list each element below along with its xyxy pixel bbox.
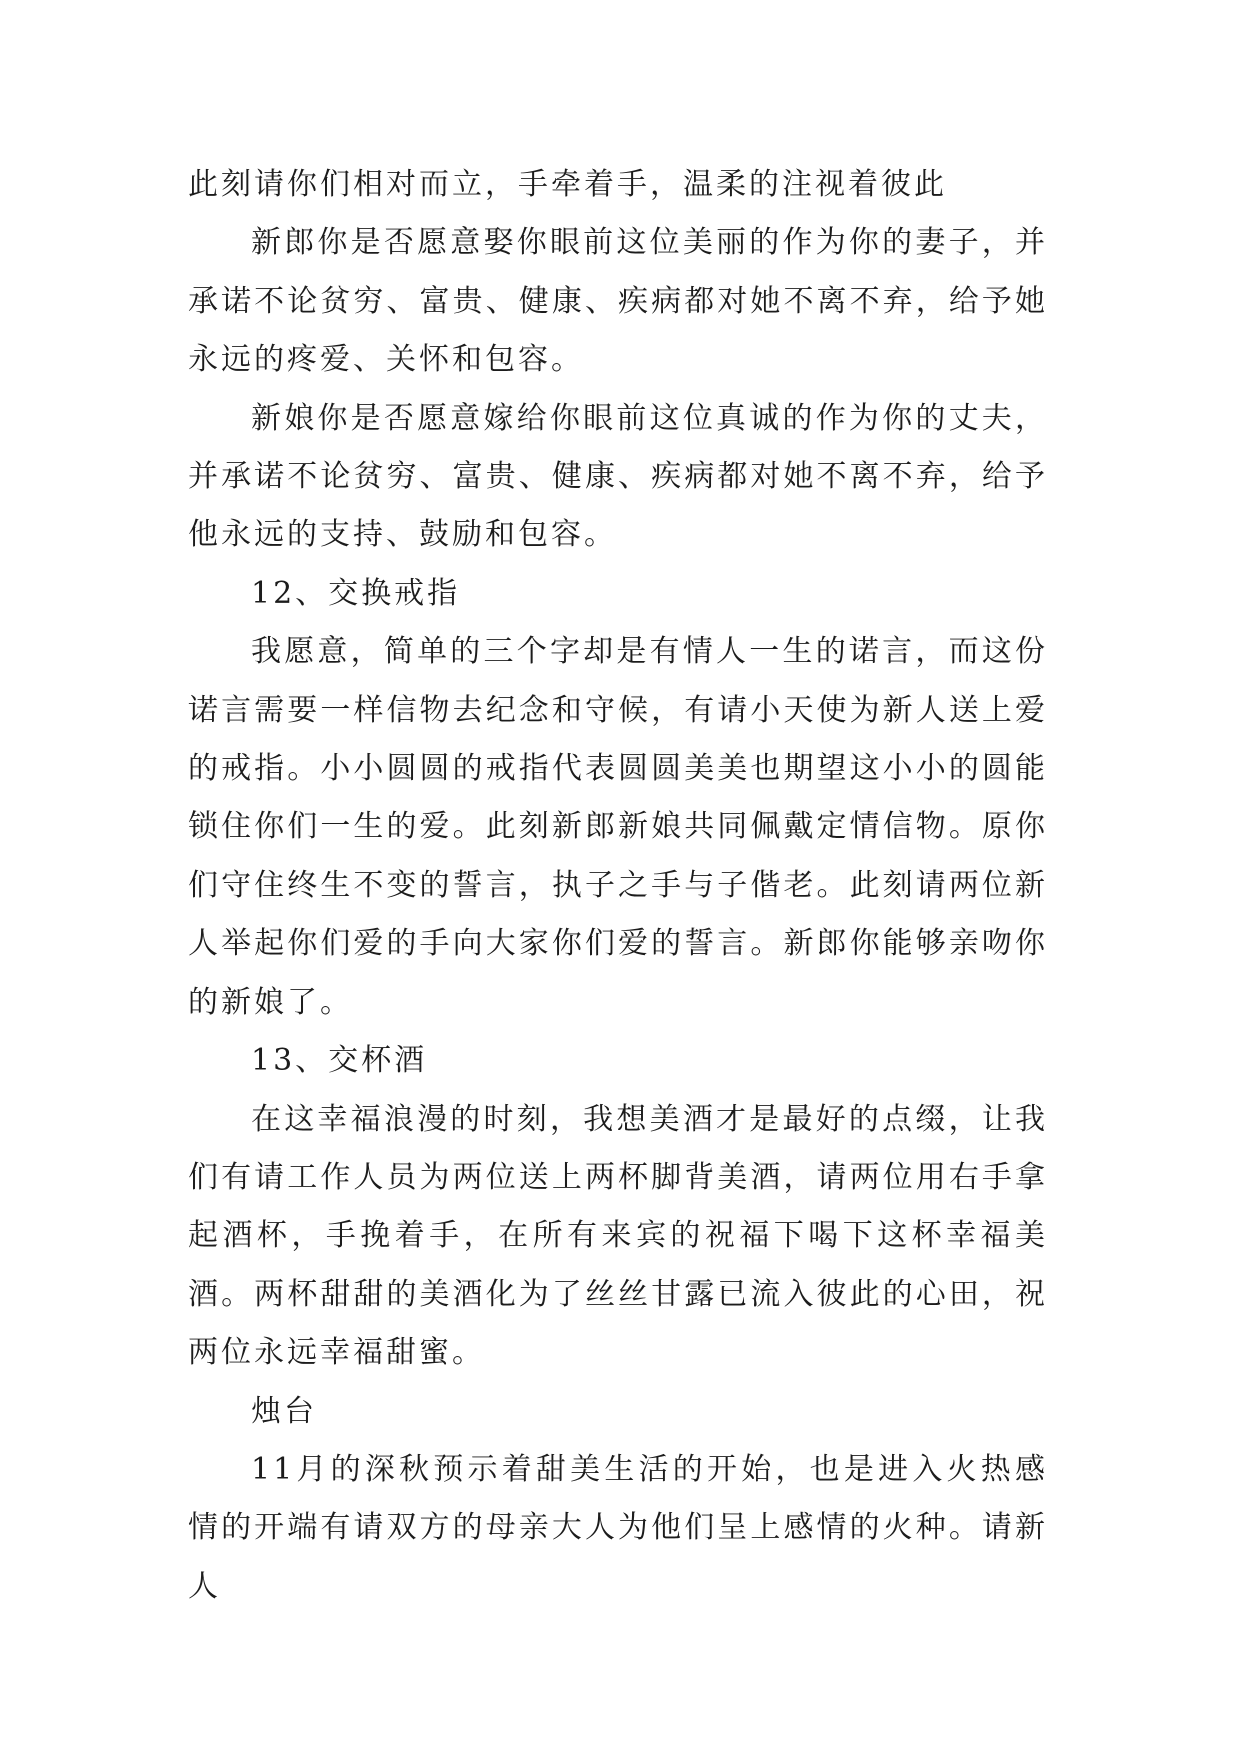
section-heading-12: 12、交换戒指: [251, 575, 461, 611]
section-heading-13: 13、交杯酒: [251, 1043, 428, 1079]
paragraph-1: 此刻请你们相对而立，手牵着手，温柔的注视着彼此: [188, 167, 947, 202]
paragraph-7: 在这幸福浪漫的时刻，我想美酒才是最好的点缀，让我们有请工作人员为两位送上两杯脚背美酒，请两位用右手拿起酒杯，手挽着手，在所有来宾的祝福下喝下这杯幸福美酒。两杯甜甜的美酒化为了丝丝甘露已流入彼此的心田，祝两位永远幸福甜蜜。: [188, 1101, 1048, 1371]
paragraph-9: 11月的深秋预示着甜美生活的开始，也是进入火热感情的开端有请双方的母亲大人为他们呈上感情的火种。请新人: [188, 1451, 1048, 1604]
document-body: [188, 156, 1048, 1616]
paragraph-5: 我愿意，简单的三个字却是有情人一生的诺言，而这份诺言需要一样信物去纪念和守候，有请小天使为新人送上爱的戒指。小小圆圆的戒指代表圆圆美美也期望这小小的圆能锁住你们一生的爱。此刻新郎新娘共同佩戴定情信物。原你们守住终生不变的誓言，执子之手与子偕老。此刻请两位新人举起你们爱的手向大家你们爱的誓言。新郎你能够亲吻你的新娘了。: [188, 634, 1048, 1020]
section-heading-candle: 烛台: [251, 1393, 317, 1429]
paragraph-3: 新娘你是否愿意嫁给你眼前这位真诚的作为你的丈夫，并承诺不论贫穷、富贵、健康、疾病都对她不离不弃，给予他永远的支持、鼓励和包容。: [188, 400, 1048, 553]
paragraph-2: 新郎你是否愿意娶你眼前这位美丽的作为你的妻子，并承诺不论贫穷、富贵、健康、疾病都对她不离不弃，给予她永远的疼爱、关怀和包容。: [188, 225, 1048, 378]
